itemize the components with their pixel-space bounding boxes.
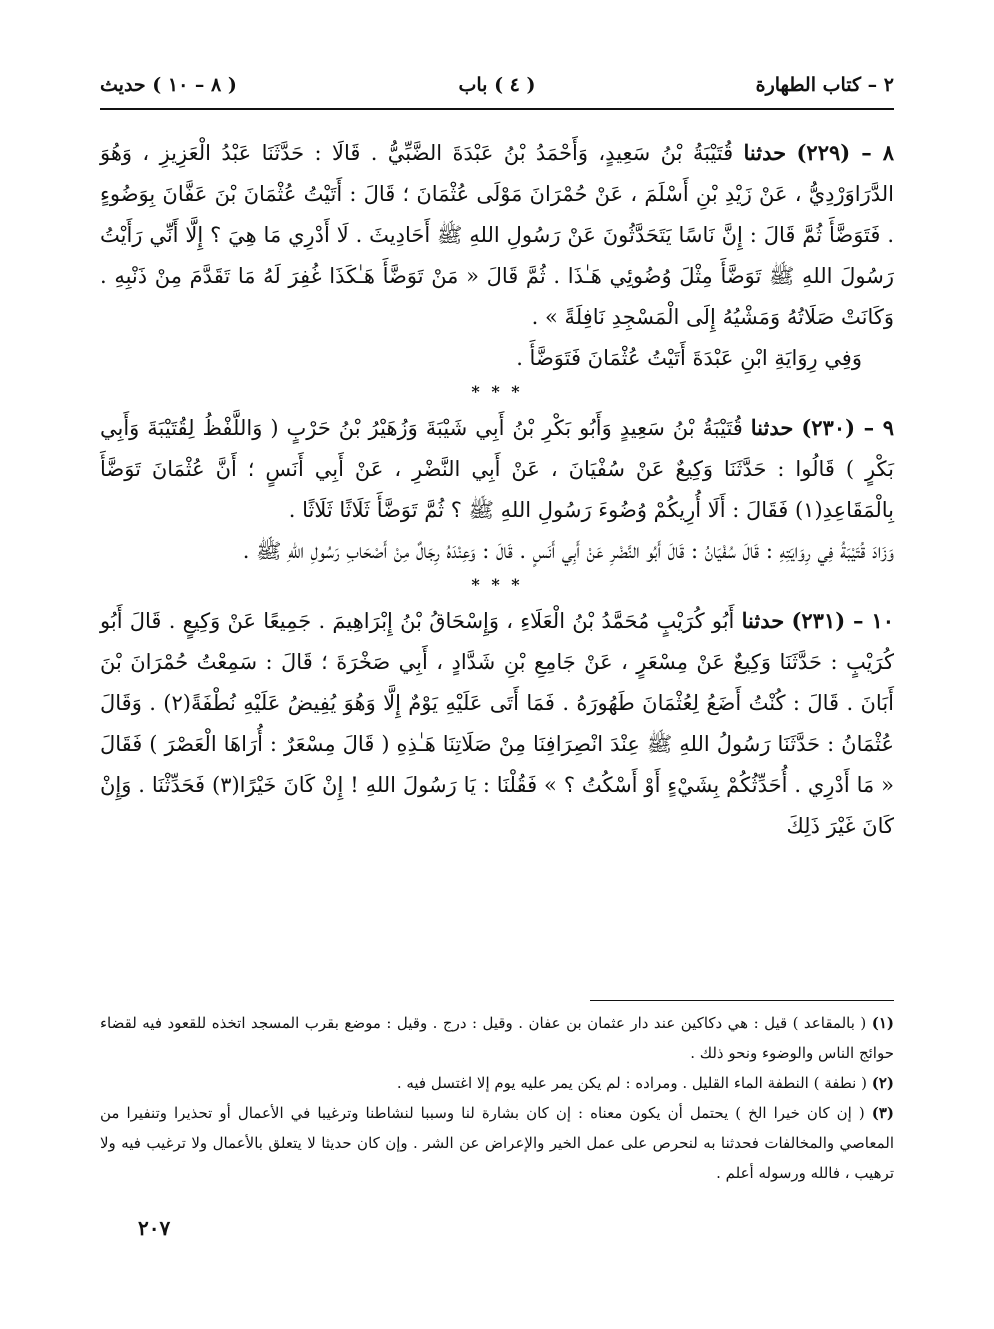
footnote-mark: (٢)	[871, 1074, 894, 1092]
hadith-8	[100, 132, 894, 379]
hadith-variant: وَزَادَ قُتَيْبَةُ فِي رِوَايَتِهِ : قَالَ سُفْيَانُ : قَالَ أَبُو النَّضْرِ عَنْ أَبِي أَنَسٍ . قَالَ : وَعِنْدَهُ رِجَالٌ مِنْ أَصْحَابِ رَسُولِ اللهِ ﷺ .	[242, 539, 894, 563]
hadith-paragraph	[100, 407, 894, 531]
footnote-mark: (٣)	[871, 1104, 894, 1122]
hadith-paragraph	[100, 600, 894, 847]
page-number: ٢٠٧	[138, 1216, 171, 1240]
footnotes	[100, 1008, 894, 1188]
hadith-number: ٩ – (٢٣٠)	[801, 415, 894, 440]
footnote-1	[100, 1008, 894, 1068]
running-header	[100, 68, 894, 108]
hadith-text: قُتَيْبَةُ بْنُ سَعِيدٍ وَأَبُو بَكْرِ بْنُ أَبِي شَيْبَةَ وَزُهَيْرُ بْنُ حَرْبٍ ( وَاللَّفْظُ لِقُتَيْبَةَ وَأَبِي بَكْرٍ ) قَالُوا : حَدَّثَنَا وَكِيعٌ عَنْ سُفْيَانَ ، عَنْ أَبِي النَّضْرِ ، عَنْ أَبِي أَنَسٍ ؛ أَنَّ عُثْمَانَ تَوَضَّأَ بِالْمَقَاعِدِ(١) فَقَالَ : أَلَا أُرِيكُمْ وُضُوءَ رَسُولِ اللهِ ﷺ ؟ ثُمَّ تَوَضَّأَ ثَلَاثًا ثَلَاثًا .	[100, 416, 894, 522]
hadith-9	[100, 407, 894, 572]
hadith-text: أَبُو كُرَيْبٍ مُحَمَّدُ بْنُ الْعَلَاءِ ، وَإِسْحَاقُ بْنُ إِبْرَاهِيمَ . جَمِيعًا عَنْ وَكِيعٍ . قَالَ أَبُو كُرَيْبٍ : حَدَّثَنَا وَكِيعٌ عَنْ مِسْعَرٍ ، عَنْ جَامِعِ بْنِ شَدَّادٍ ، أَبِي صَخْرَةَ ؛ قَالَ : سَمِعْتُ حُمْرَانَ بْنَ أَبَانَ . قَالَ : كُنْتُ أَضَعُ لِعُثْمَانَ طَهُورَهُ . فَمَا أَتَى عَلَيْهِ يَوْمٌ إِلَّا وَهُوَ يُفِيضُ عَلَيْهِ نُطْفَةً(٢) . وَقَالَ عُثْمَانُ : حَدَّثَنَا رَسُولُ اللهِ ﷺ عِنْدَ انْصِرَافِنَا مِنْ صَلَاتِنَا هَـٰذِهِ ( قَالَ مِسْعَرٌ : أُرَاهَا الْعَصْرَ ) فَقَالَ « مَا أَدْرِي . أُحَدِّثُكُمْ بِشَيْءٍ أَوْ أَسْكُتُ ؟ » فَقُلْنَا : يَا رَسُولَ اللهِ ! إِنْ كَانَ خَيْرًا(٣) فَحَدِّثْنَا . وَإِنْ كَانَ غَيْرَ ذَلِكَ	[100, 609, 894, 838]
main-text	[100, 132, 894, 847]
footnote-mark: (١)	[871, 1014, 894, 1032]
footnote-rule	[590, 1000, 894, 1001]
header-hadith-range: ( ٨ – ١٠ ) حديث	[100, 74, 237, 96]
hadith-text: قُتَيْبَةُ بْنُ سَعِيدٍ، وَأَحْمَدُ بْنُ عَبْدَةَ الضَّبِّيُّ . قَالَا : حَدَّثَنَا عَبْدُ الْعَزِيزِ ، وَهُوَ الدَّرَاوَرْدِيُّ ، عَنْ زَيْدِ بْنِ أَسْلَمَ ، عَنْ حُمْرَانَ مَوْلَى عُثْمَانَ ؛ قَالَ : أَتَيْتُ عُثْمَانَ بْنَ عَفَّانَ بِوَضُوءٍ . فَتَوَضَّأَ ثُمَّ قَالَ : إِنَّ نَاسًا يَتَحَدَّثُونَ عَنْ رَسُولِ اللهِ ﷺ أَحَادِيثَ . لَا أَدْرِي مَا هِيَ ؟ إِلَّا أَنِّي رَأَيْتُ رَسُولَ اللهِ ﷺ تَوَضَّأَ مِثْلَ وُضُوئِي هَـٰذَا . ثُمَّ قَالَ « مَنْ تَوَضَّأَ هَـٰكَذَا غُفِرَ لَهُ مَا تَقَدَّمَ مِنْ ذَنْبِهِ . وَكَانَتْ صَلَاتُهُ وَمَشْيُهُ إِلَى الْمَسْجِدِ نَافِلَةً » .	[100, 141, 894, 329]
hadith-variant: وَفِي رِوَايَةِ ابْنِ عَبْدَةَ أَتَيْتُ عُثْمَانَ فَتَوَضَّأَ .	[516, 346, 862, 370]
hadith-number: ١٠ – (٢٣١)	[791, 608, 894, 633]
hadith-paragraph	[100, 132, 894, 338]
haddathana-word: حدثنا	[750, 415, 794, 440]
header-chapter: ( ٤ ) باب	[458, 74, 536, 96]
footnote-text: ( نطفة ) النطفة الماء القليل . ومراده : لم يكن يمر عليه يوم إلا اغتسل فيه .	[396, 1074, 867, 1092]
header-rule	[100, 108, 894, 110]
haddathana-word: حدثنا	[741, 608, 785, 633]
footnote-3	[100, 1098, 894, 1188]
hadith-number: ٨ – (٢٢٩)	[796, 140, 894, 165]
footnote-text: ( إن كان خيرا الخ ) يحتمل أن يكون معناه : إن كان بشارة لنا وسببا لنشاطنا وترغيبا في الأعمال أو تحذيرا وتنفيرا من المعاصي والمخالفات فحدثنا به لنحرص على عمل الخير والإعراض عن الشر . وإن كان حديثا لا يتعلق بالأعمال ولا ترغيب فيه ولا ترهيب ، فالله ورسوله أعلم .	[100, 1104, 894, 1182]
section-separator: * * *	[471, 382, 523, 401]
footnote-text: ( بالمقاعد ) قيل : هي دكاكين عند دار عثمان بن عفان . وقيل : درج . وقيل : موضع بقرب المسجد اتخذه للقعود فيه لقضاء حوائج الناس والوضوء ونحو ذلك .	[100, 1014, 894, 1062]
header-book-title: ٢ – كتاب الطهارة	[755, 74, 894, 96]
hadith-10	[100, 600, 894, 847]
footnote-2	[100, 1068, 894, 1098]
section-separator: * * *	[471, 575, 523, 594]
haddathana-word: حدثنا	[743, 140, 787, 165]
